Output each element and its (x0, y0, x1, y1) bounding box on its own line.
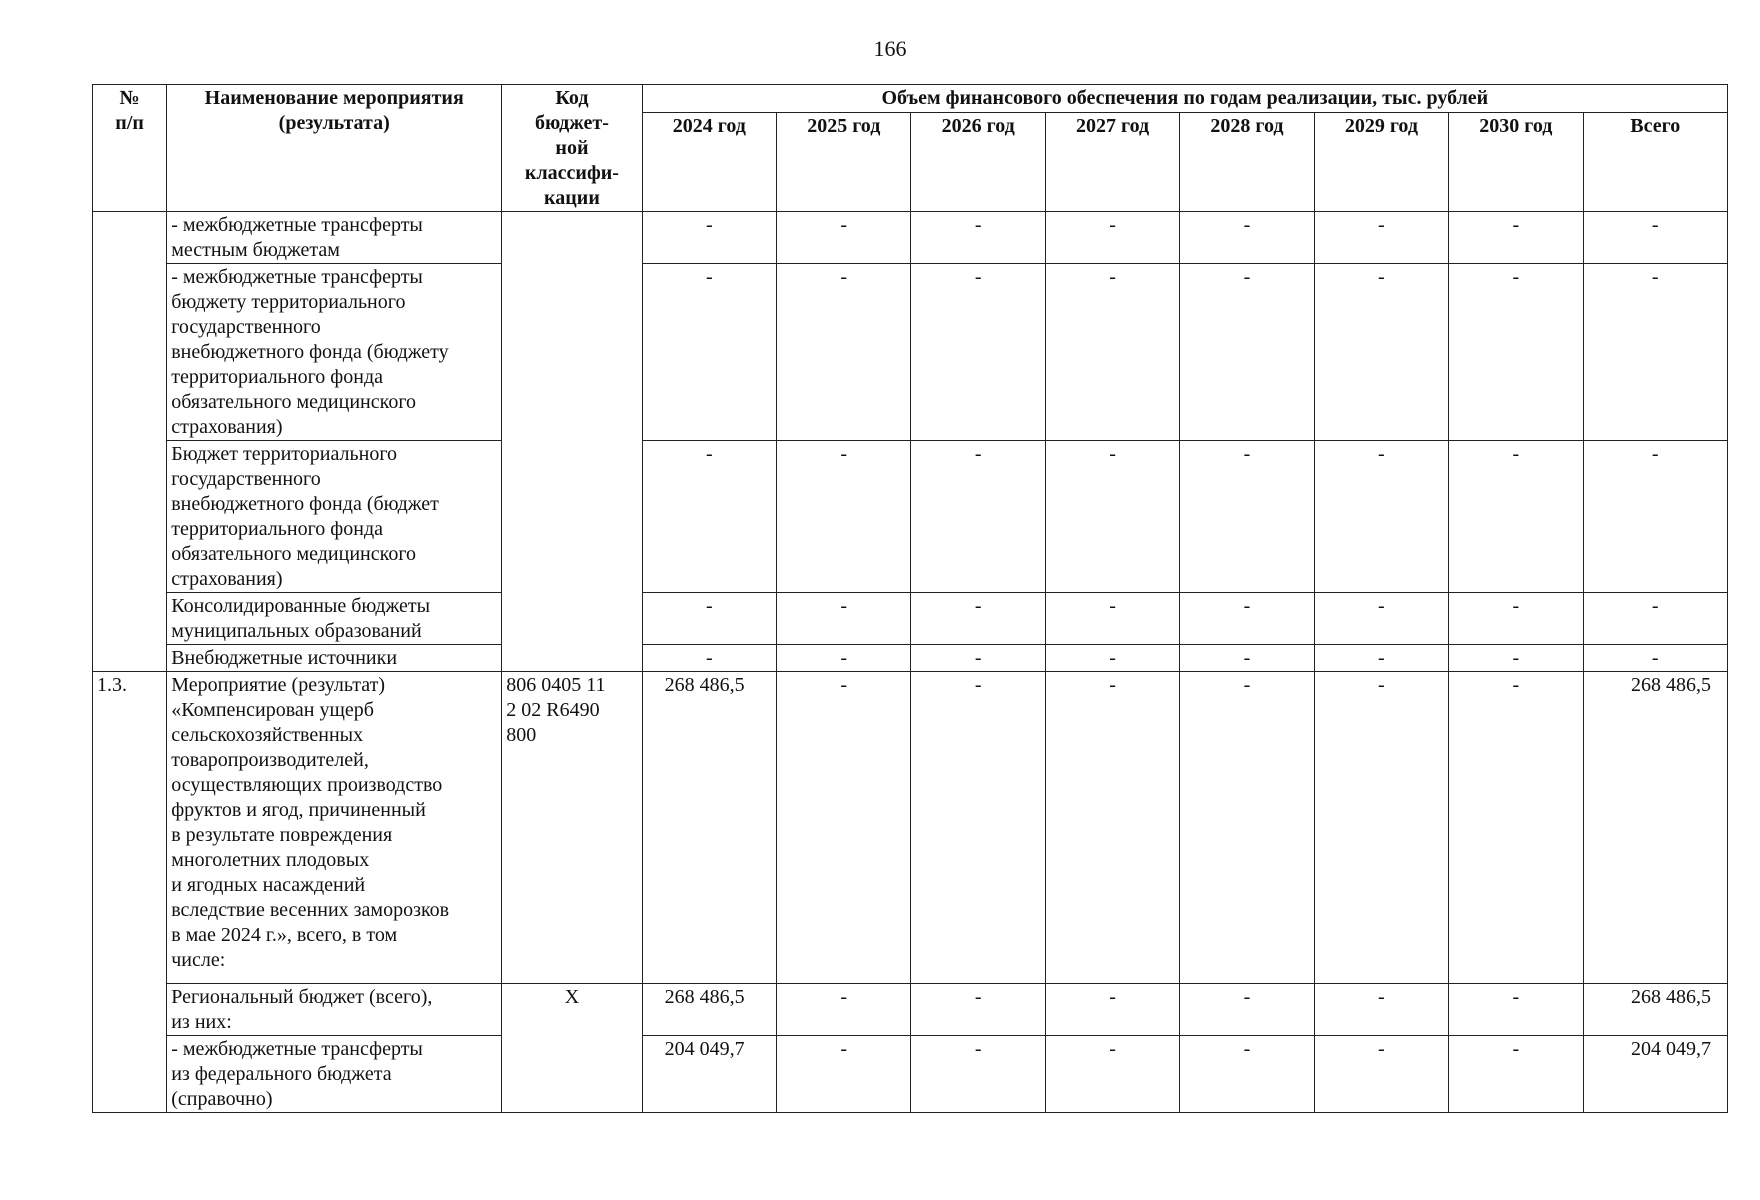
cell-name: Бюджет территориального государственного внебюджетного фонда (бюджет территориального фонда обязательного медицинского страхования) (167, 441, 502, 593)
cell-value-2030: - (1449, 593, 1583, 645)
cell-value-2027: - (1045, 593, 1179, 645)
table-row (93, 212, 1728, 264)
header-year-2030: 2030 год (1449, 113, 1583, 212)
header-year-2028: 2028 год (1180, 113, 1314, 212)
table-row (93, 264, 1728, 441)
cell-value-2027: - (1045, 672, 1179, 984)
cell-value-2027: - (1045, 212, 1179, 264)
cell-value-2024: - (642, 212, 776, 264)
cell-value-2030: - (1449, 984, 1583, 1036)
table-row (93, 441, 1728, 593)
cell-value-2030: - (1449, 264, 1583, 441)
page-number: 166 (873, 36, 907, 61)
cell-name: Мероприятие (результат) «Компенсирован ущерб сельскохозяйственных товаропроизводителей, осуществляющих производство фруктов и ягод, причиненный в результате повреждения многолетних плодовых и ягодных насаждений вследствие весенних заморозков в мае 2024 г.», всего, в том числе: (167, 672, 502, 984)
cell-value-2026: - (911, 593, 1045, 645)
cell-name: Консолидированные бюджеты муниципальных образований (167, 593, 502, 645)
cell-value-2029: - (1314, 212, 1448, 264)
header-year-2027: 2027 год (1045, 113, 1179, 212)
cell-value-2028: - (1180, 441, 1314, 593)
cell-value-2027: - (1045, 441, 1179, 593)
cell-value-2030: - (1449, 441, 1583, 593)
cell-value-2026: - (911, 441, 1045, 593)
cell-value-2024: - (642, 264, 776, 441)
cell-code: 806 0405 11 2 02 R6490 800 (502, 672, 642, 984)
cell-value-2025: - (777, 672, 911, 984)
cell-value-2028: - (1180, 645, 1314, 672)
cell-value-2025: - (777, 645, 911, 672)
cell-code: X (502, 984, 642, 1113)
cell-value-2024: - (642, 593, 776, 645)
cell-value-2027: - (1045, 1036, 1179, 1113)
cell-value-2025: - (777, 1036, 911, 1113)
cell-value-2028: - (1180, 212, 1314, 264)
cell-num: 1.3. (93, 672, 167, 1113)
cell-value-total: - (1583, 645, 1728, 672)
header-name: Наименование мероприятия (результата) (167, 85, 502, 212)
cell-value-2028: - (1180, 593, 1314, 645)
header-num: № п/п (93, 85, 167, 212)
cell-value-total: - (1583, 441, 1728, 593)
table-row (93, 672, 1728, 984)
cell-code (502, 212, 642, 672)
cell-value-2030: - (1449, 1036, 1583, 1113)
cell-value-2029: - (1314, 645, 1448, 672)
header-code: Код бюджет- ной классифи- кации (502, 85, 642, 212)
cell-value-2025: - (777, 593, 911, 645)
cell-name: Региональный бюджет (всего), из них: (167, 984, 502, 1036)
header-year-2024: 2024 год (642, 113, 776, 212)
cell-name: Внебюджетные источники (167, 645, 502, 672)
cell-num (93, 212, 167, 672)
cell-value-2025: - (777, 212, 911, 264)
cell-value-2029: - (1314, 441, 1448, 593)
header-funding-title: Объем финансового обеспечения по годам реализации, тыс. рублей (642, 85, 1727, 113)
cell-value-2026: - (911, 645, 1045, 672)
cell-value-2030: - (1449, 645, 1583, 672)
cell-value-2028: - (1180, 672, 1314, 984)
cell-value-2025: - (777, 984, 911, 1036)
cell-name: - межбюджетные трансферты бюджету территориального государственного внебюджетного фонда (бюджету территориального фонда обязательного медицинского страхования) (167, 264, 502, 441)
cell-value-2028: - (1180, 984, 1314, 1036)
cell-value-2026: - (911, 212, 1045, 264)
cell-value-total: 204 049,7 (1583, 1036, 1728, 1113)
table-row (93, 593, 1728, 645)
cell-value-2024: 204 049,7 (642, 1036, 776, 1113)
cell-value-2029: - (1314, 1036, 1448, 1113)
cell-value-2024: 268 486,5 (642, 672, 776, 984)
cell-value-2029: - (1314, 593, 1448, 645)
cell-value-2030: - (1449, 672, 1583, 984)
funding-table (92, 84, 1728, 1113)
cell-value-2027: - (1045, 984, 1179, 1036)
cell-value-total: 268 486,5 (1583, 672, 1728, 984)
cell-value-2029: - (1314, 984, 1448, 1036)
header-row-1 (93, 85, 1728, 113)
cell-value-2024: 268 486,5 (642, 984, 776, 1036)
cell-name: - межбюджетные трансферты местным бюджетам (167, 212, 502, 264)
cell-value-2029: - (1314, 264, 1448, 441)
cell-value-total: - (1583, 593, 1728, 645)
cell-value-total: - (1583, 212, 1728, 264)
table-row (93, 645, 1728, 672)
cell-value-2026: - (911, 264, 1045, 441)
cell-value-2024: - (642, 441, 776, 593)
table-row (93, 1036, 1728, 1113)
cell-value-2026: - (911, 672, 1045, 984)
table-row (93, 984, 1728, 1036)
cell-value-2026: - (911, 984, 1045, 1036)
cell-value-2026: - (911, 1036, 1045, 1113)
cell-value-2024: - (642, 645, 776, 672)
cell-value-2029: - (1314, 672, 1448, 984)
header-total: Всего (1583, 113, 1728, 212)
cell-value-2028: - (1180, 1036, 1314, 1113)
cell-value-total: 268 486,5 (1583, 984, 1728, 1036)
cell-name: - межбюджетные трансферты из федерального бюджета (справочно) (167, 1036, 502, 1113)
header-year-2026: 2026 год (911, 113, 1045, 212)
cell-value-2030: - (1449, 212, 1583, 264)
cell-value-total: - (1583, 264, 1728, 441)
cell-value-2027: - (1045, 264, 1179, 441)
cell-value-2025: - (777, 441, 911, 593)
cell-value-2028: - (1180, 264, 1314, 441)
header-year-2025: 2025 год (777, 113, 911, 212)
header-year-2029: 2029 год (1314, 113, 1448, 212)
cell-value-2027: - (1045, 645, 1179, 672)
cell-value-2025: - (777, 264, 911, 441)
